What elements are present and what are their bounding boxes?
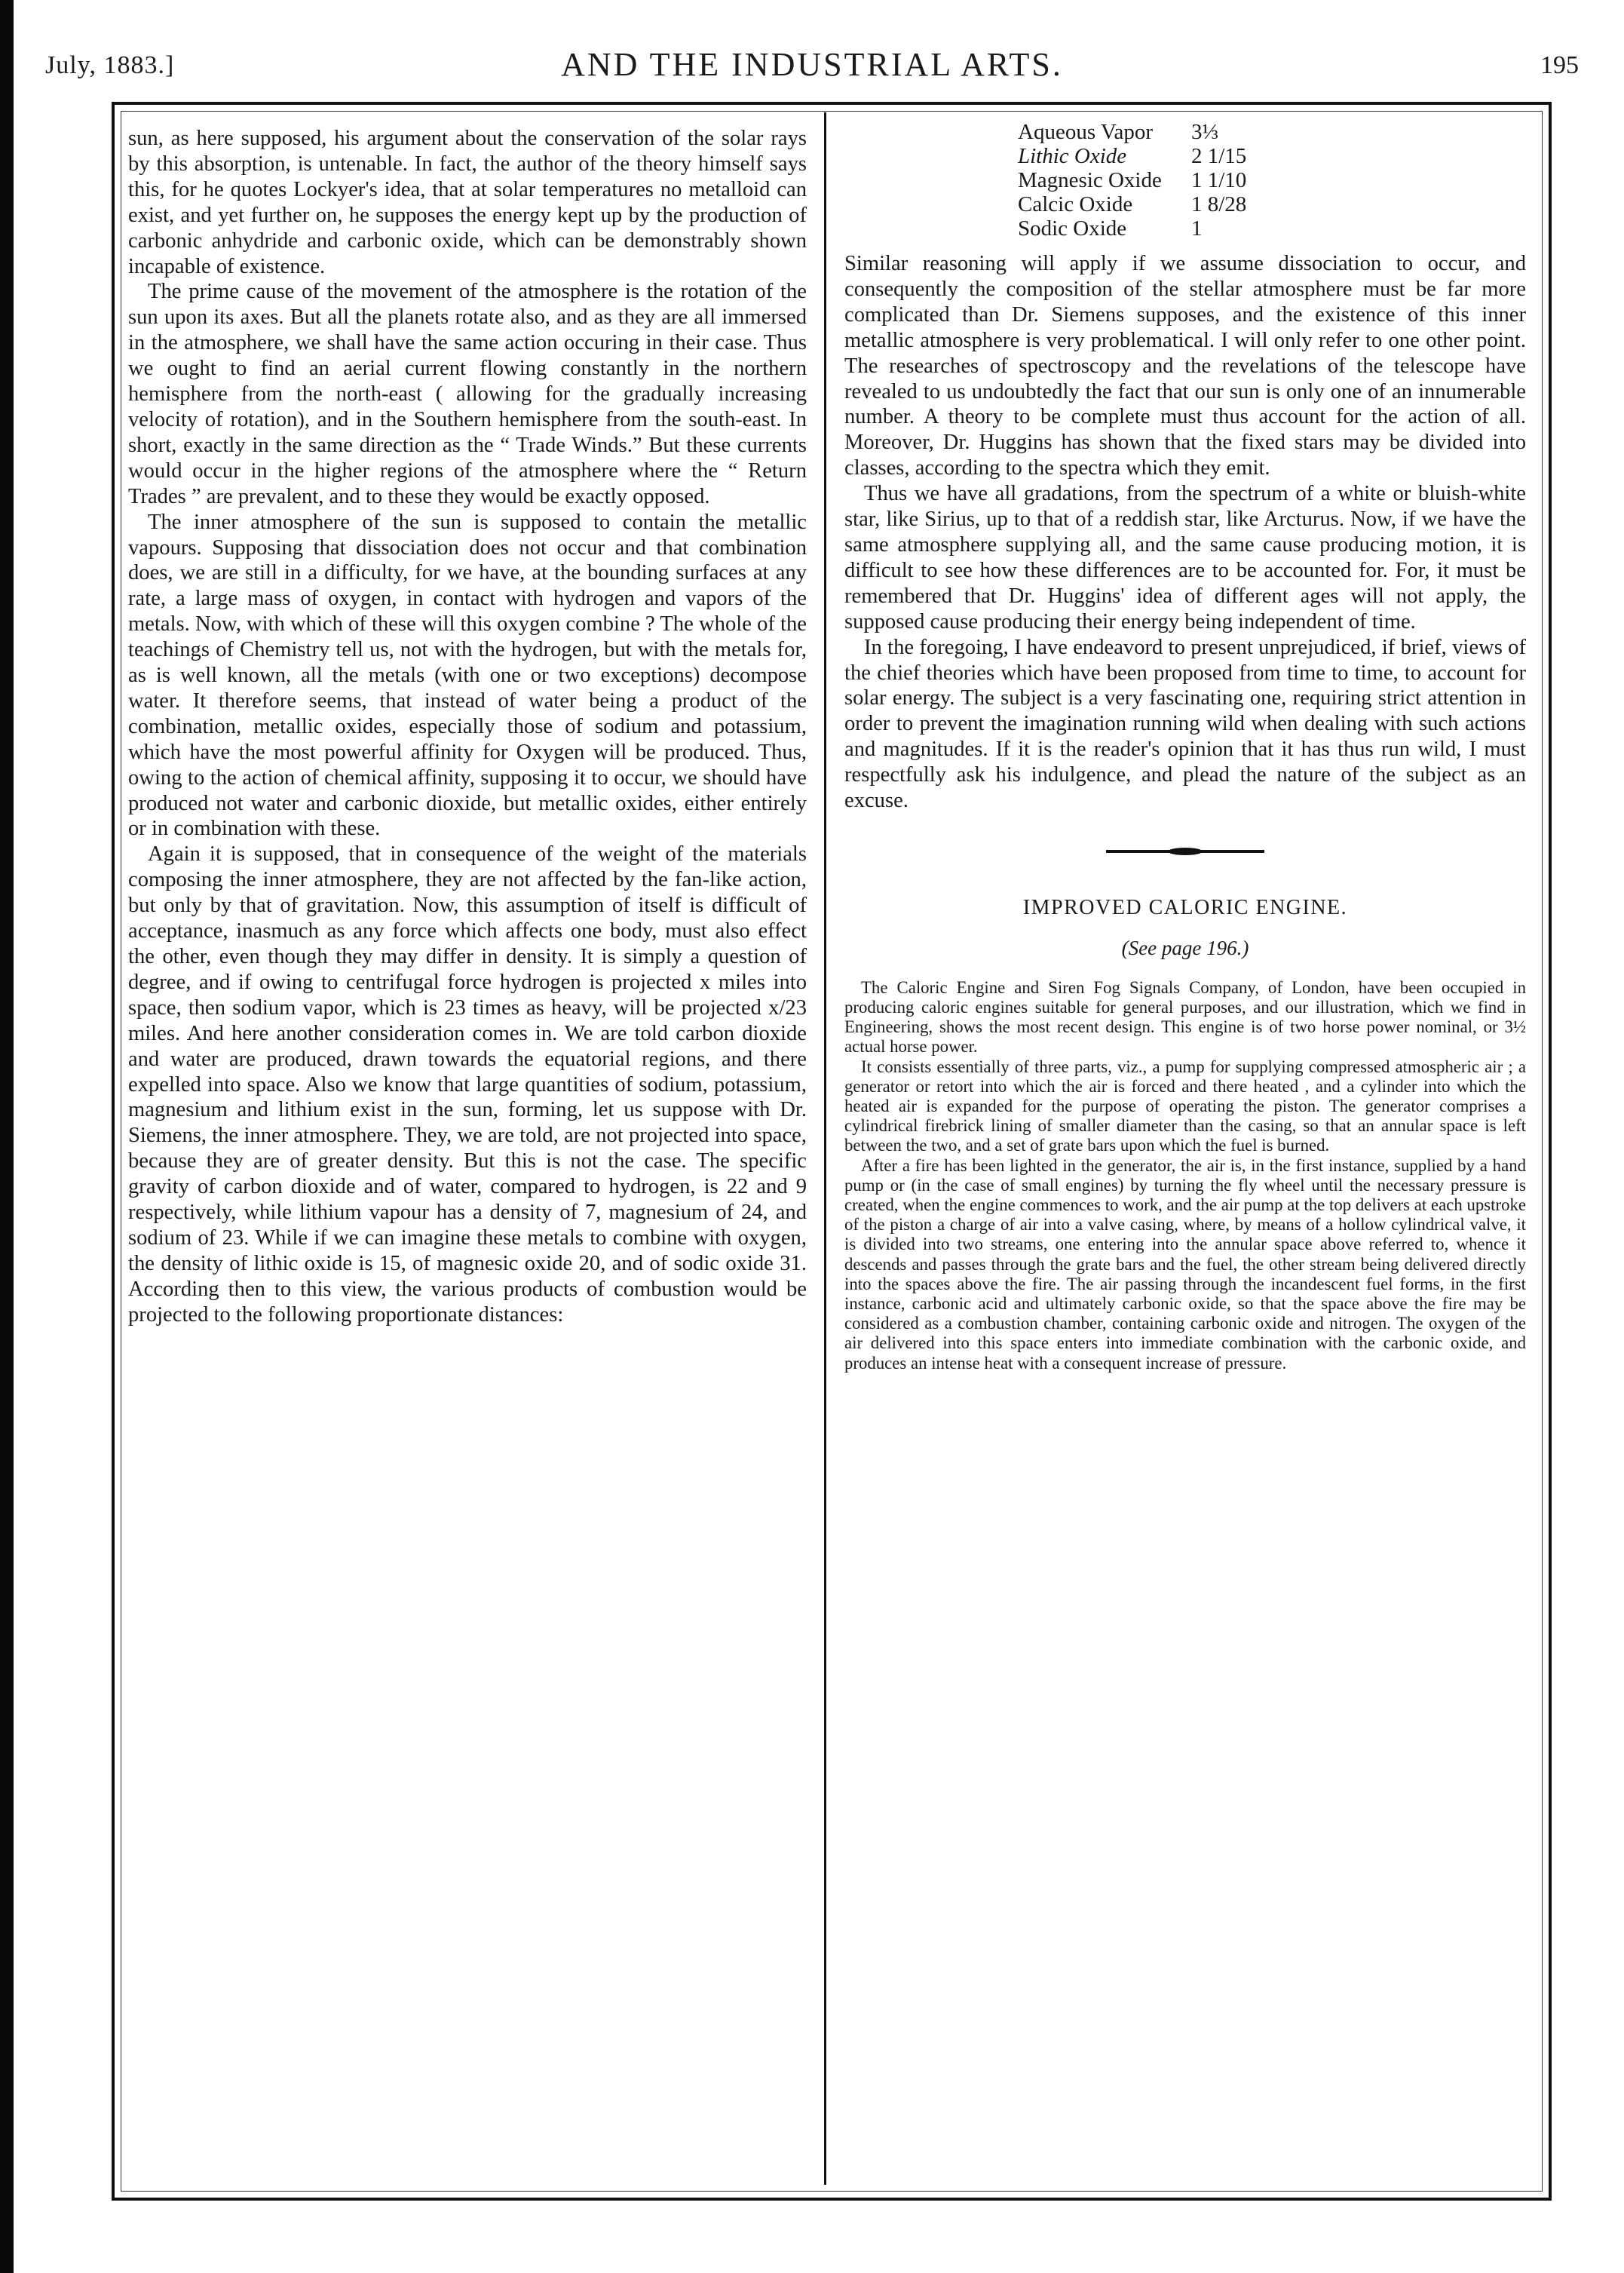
page-header [38, 45, 1586, 94]
table-cell-name: Aqueous Vapor [1018, 120, 1154, 144]
table-cell-name: Magnesic Oxide [1018, 168, 1162, 192]
page-spine [0, 0, 14, 2273]
table-row [1018, 168, 1526, 192]
table-cell-name: Lithic Oxide [1018, 144, 1127, 168]
paragraph: After a fire has been lighted in the generator, the air is, in the first instance, supplied by a hand pump or (in the case of small engines) by turning the fly wheel until the necessary pressure is created, when the engine commences to work, and the air pump at the top delivers at each upstroke of the piston a charge of air into a valve casing, where, by means of a hollow cylindrical valve, it is divided into two streams, one entering into the annular space above referred to, whence it descends and passes through the grate bars and the fuel, the other stream being delivered directly into the spaces above the fire. The air passing through the incandescent fuel forms, in the first instance, carbonic acid and ultimately carbonic oxide, so that the space above the fire may be considered as a combustion chamber, containing carbonic oxide and nitrogen. The oxygen of the air delivered into this space enters into immediate combination with the carbonic oxide, and produces an intense heat with a consequent increase of pressure. [844, 1155, 1526, 1373]
right-column [844, 120, 1526, 1373]
section-subtitle: (See page 196.) [1121, 936, 1249, 959]
section-divider [1106, 850, 1264, 853]
page-frame [112, 102, 1552, 2201]
table-row [1018, 144, 1526, 168]
table-row [1018, 216, 1526, 241]
table-cell-value: 3⅓ [1191, 120, 1219, 144]
table-cell-value: 1 8/28 [1191, 192, 1247, 216]
table-cell-value: 1 1/10 [1191, 168, 1247, 192]
column-rule [824, 112, 826, 2185]
table-cell-name: Calcic Oxide [1018, 192, 1133, 216]
table-cell-value: 1 [1191, 216, 1203, 241]
page-number: 195 [1540, 51, 1579, 79]
section-body [844, 978, 1526, 1373]
paragraph: The prime cause of the movement of the atmosphere is the rotation of the sun upon its axes. But all the planets rotate also, and as they are all immersed in the atmosphere, we shall have the same action occuring in their case. Thus we ought to find an aerial current flowing constantly in the northern hemisphere from the north-east ( allowing for the gradually increasing velocity of rotation), and in the Southern hemisphere from the south-east. In short, exactly in the same direction as the “ Trade Winds.” But these currents would occur in the higher regions of the atmosphere where the “ Return Trades ” are prevalent, and to these they would be exactly opposed. [128, 280, 807, 508]
paragraph: It consists essentially of three parts, viz., a pump for supplying compressed atmospheric air ; a generator or retort into which the air is forced and there heated , and a cylinder into which the heated air is expanded for the purpose of operating the piston. The generator comprises a cylindrical firebrick lining of smaller diameter than the casing, so that an annular space is left between the two, and a set of grate bars upon which the fuel is burned. [844, 1057, 1526, 1155]
paragraph: In the foregoing, I have endeavord to present unprejudiced, if brief, views of the chief theories which have been proposed from time to time, to account for solar energy. The subject is a very fascinating one, requiring strict attention in order to prevent the imagination running wild when dealing with such actions and magnitudes. If it is the reader's opinion that it has thus run wild, I must respectfully ask his indulgence, and plead the nature of the subject as an excuse. [844, 635, 1526, 813]
paragraph: Again it is supposed, that in consequence of the weight of the materials composing the inner atmosphere, they are not affected by the fan-like action, but only by that of gravitation. Now, this assumption of itself is difficult of acceptance, inasmuch as any force which affects one body, must also effect the other, even though they may differ in density. It is simply a question of degree, and if owing to centrifugal force hydrogen is projected x miles into space, then sodium vapor, which is 23 times as heavy, will be projected x/23 miles. And here another consideration comes in. We are told carbon dioxide and water are produced, drawn towards the equatorial regions, and there expelled into space. Also we know that large quantities of sodium, potassium, magnesium and lithium exist in the sun, forming, let us suppose with Dr. Siemens, the inner atmosphere. They, we are told, are not projected into space, because they are of greater density. But this is not the case. The specific gravity of carbon dioxide and of water, compared to hydrogen, is 22 and 9 respectively, while lithium vapour has a density of 7, magnesium of 24, and sodium of 23. While if we can imagine these metals to combine with oxygen, the density of lithic oxide is 15, of magnesic oxide 20, and of sodic oxide 31. According then to this view, the various products of combustion would be projected to the following proportionate distances: [128, 842, 807, 1327]
issue-date: July, 1883.] [45, 51, 175, 79]
left-column [128, 126, 807, 1328]
paragraph: The inner atmosphere of the sun is supposed to contain the metallic vapours. Supposing that dissociation does not occur and that combination does, we are still in a difficulty, for we have, at the bounding surfaces at any rate, a large mass of oxygen, in contact with hydrogen and vapors of the metals. Now, with which of these will this oxygen combine ? The whole of the teachings of Chemistry tell us, not with the hydrogen, but with the metals for, as is well known, all the metals (with one or two exceptions) decompose water. It therefore seems, that instead of water being a product of the combination, metallic oxides, especially those of sodium and potassium, which have the most powerful affinity for Oxygen will be produced. Thus, owing to the action of chemical affinity, supposing it to occur, we should have produced not water and carbonic dioxide, but metallic oxides, either entirely or in combination with these. [128, 510, 807, 841]
paragraph: Similar reasoning will apply if we assume dissociation to occur, and consequently the composition of the stellar atmosphere must be far more complicated than Dr. Siemens supposes, and the existence of this inner metallic atmosphere is very problematical. I will only refer to one other point. The researches of spectroscopy and the revelations of the telescope have revealed to us undoubtedly the fact that our sun is only one of an innumerable number. A theory to be complete must thus account for the action of all. Moreover, Dr. Huggins has shown that the fixed stars may be divided into classes, according to the spectra which they emit. [844, 252, 1526, 480]
running-title: AND THE INDUSTRIAL ARTS. [561, 46, 1063, 83]
table-cell-name: Sodic Oxide [1018, 216, 1127, 241]
table-cell-value: 2 1/15 [1191, 144, 1247, 168]
table-row [1018, 120, 1526, 144]
table-row [1018, 192, 1526, 216]
section-title: IMPROVED CALORIC ENGINE. [1022, 895, 1348, 919]
distances-table [1018, 120, 1526, 241]
paragraph: Thus we have all gradations, from the spectrum of a white or bluish-white star, like Sirius, up to that of a reddish star, like Arcturus. Now, if we have the same atmosphere supplying all, and the same cause producing motion, it is difficult to see how these differences are to be accounted for. For, it must be remembered that Dr. Huggins' idea of different ages will not apply, the supposed cause producing their energy being independent of time. [844, 482, 1526, 633]
paragraph: sun, as here supposed, his argument about the conservation of the solar rays by this absorption, is untenable. In fact, the author of the theory himself says this, for he quotes Lockyer's idea, that at solar temperatures no metalloid can exist, and yet further on, he supposes the energy kept up by the production of carbonic anhydride and carbonic oxide, which can be demonstrably shown incapable of existence. [128, 127, 807, 278]
paragraph: The Caloric Engine and Siren Fog Signals Company, of London, have been occupied in producing caloric engines suitable for general purposes, and our illustration, which we find in Engineering, shows the most recent design. This engine is of two horse power nominal, or 3½ actual horse power. [844, 977, 1526, 1057]
